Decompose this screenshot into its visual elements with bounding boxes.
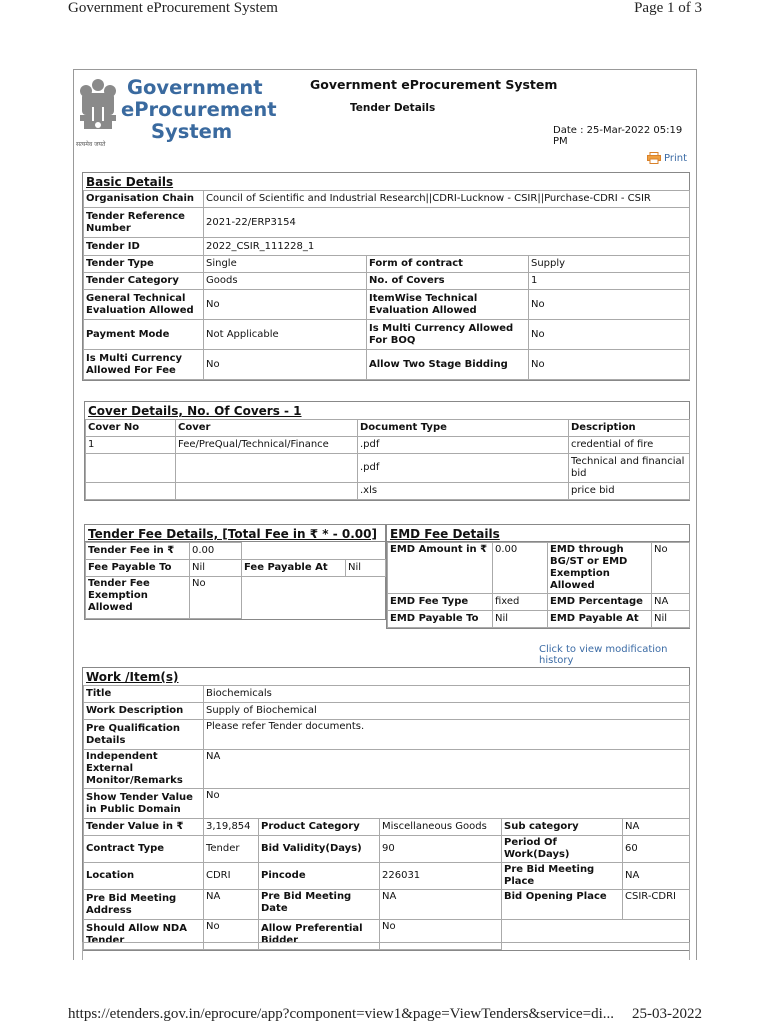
emd-bg-value: No: [652, 543, 690, 594]
cover-header: Description: [569, 420, 690, 437]
tender-value-value: 3,19,854: [204, 819, 259, 836]
emd-payable-to-label: EMD Payable To: [388, 611, 493, 628]
work-items-section: [82, 667, 690, 951]
cell: .pdf: [358, 437, 569, 454]
form-contract-value: Supply: [529, 256, 690, 273]
fee-payable-to-value: Nil: [190, 560, 242, 577]
modification-history-link[interactable]: Click to view modification history: [539, 644, 668, 666]
payment-mode-label: Payment Mode: [84, 320, 204, 350]
prebid-place-label: Pre Bid Meeting Place: [502, 863, 623, 890]
fee-payable-at-value: Nil: [346, 560, 386, 577]
cover-header: Cover: [176, 420, 358, 437]
work-desc-label: Work Description: [84, 703, 204, 720]
emd-fee-section: [386, 524, 690, 629]
emd-amount-value: 0.00: [493, 543, 548, 594]
multi-currency-boq-value: No: [529, 320, 690, 350]
emd-payable-at-value: Nil: [652, 611, 690, 628]
bid-opening-value: CSIR-CDRI: [623, 890, 690, 920]
cover-details-title: Cover Details, No. Of Covers - 1: [88, 404, 302, 418]
emd-percentage-label: EMD Percentage: [548, 594, 652, 611]
emd-percentage-value: NA: [652, 594, 690, 611]
period-work-label: Period Of Work(Days): [502, 836, 623, 863]
work-items-table: [83, 685, 690, 950]
fee-exempt-label: Tender Fee Exemption Allowed: [86, 577, 190, 619]
pincode-value: 226031: [380, 863, 502, 890]
tender-category-value: Goods: [204, 273, 367, 290]
org-value: Council of Scientific and Industrial Research||CDRI-Lucknow - CSIR||Purchase-CDRI - CSIR: [204, 191, 690, 208]
page-subtitle: Tender Details: [350, 102, 436, 114]
tender-type-label: Tender Type: [84, 256, 204, 273]
emd-amount-label: EMD Amount in ₹: [388, 543, 493, 594]
ite-label: ItemWise Technical Evaluation Allowed: [367, 290, 529, 320]
cell: .pdf: [358, 454, 569, 483]
covers-value: 1: [529, 273, 690, 290]
emd-type-label: EMD Fee Type: [388, 594, 493, 611]
two-stage-value: No: [529, 350, 690, 380]
two-stage-label: Allow Two Stage Bidding: [367, 350, 529, 380]
contract-type-value: Tender: [204, 836, 259, 863]
logo-line-1: Government: [127, 76, 263, 99]
emd-fee-table: [387, 542, 690, 628]
browser-header-title: Government eProcurement System: [68, 0, 278, 16]
logo-line-2: eProcurement: [121, 98, 277, 121]
browser-footer-date: 25-03-2022: [632, 1006, 702, 1022]
table-row: [86, 483, 690, 500]
prequal-label: Pre Qualification Details: [84, 720, 204, 750]
work-desc-value: Supply of Biochemical: [204, 703, 690, 720]
table-row: [86, 437, 690, 454]
printer-icon: [647, 152, 661, 164]
report-date: Date : 25-Mar-2022 05:19 PM: [553, 125, 683, 147]
emd-fee-title: EMD Fee Details: [387, 525, 689, 542]
tender-fee-title: Tender Fee Details, [Total Fee in ₹ * - 0.00]: [85, 525, 385, 542]
sub-category-label: Sub category: [502, 819, 623, 836]
location-label: Location: [84, 863, 204, 890]
product-category-label: Product Category: [259, 819, 380, 836]
tender-fee-section: [84, 524, 386, 620]
fee-exempt-value: No: [190, 577, 242, 619]
cell: price bid: [569, 483, 690, 500]
browser-header-page: Page 1 of 3: [634, 0, 702, 16]
tender-type-value: Single: [204, 256, 367, 273]
basic-details-table: [83, 190, 690, 380]
work-items-title: Work /Item(s): [86, 670, 179, 684]
fee-label: Tender Fee in ₹: [86, 543, 190, 560]
cell: [86, 454, 176, 483]
gte-value: No: [204, 290, 367, 320]
fee-payable-at-label: Fee Payable At: [242, 560, 346, 577]
multi-currency-boq-label: Is Multi Currency Allowed For BOQ: [367, 320, 529, 350]
cell: [176, 454, 358, 483]
cell: [176, 483, 358, 500]
preferential-label: Allow Preferential Bidder: [259, 920, 380, 950]
print-button[interactable]: [647, 152, 687, 164]
period-work-value: 60: [623, 836, 690, 863]
multi-currency-fee-value: No: [204, 350, 367, 380]
cell: Technical and financial bid: [569, 454, 690, 483]
work-title-label: Title: [84, 686, 204, 703]
prebid-place-value: NA: [623, 863, 690, 890]
emblem-caption: सत्यमेव जयते: [76, 141, 106, 148]
gepp-logo: [121, 77, 277, 143]
basic-details-section: [82, 172, 690, 381]
pincode-label: Pincode: [259, 863, 380, 890]
cell: [86, 483, 176, 500]
prebid-date-value: NA: [380, 890, 502, 920]
cell: .xls: [358, 483, 569, 500]
cell: credential of fire: [569, 437, 690, 454]
show-value-label: Show Tender Value in Public Domain: [84, 789, 204, 819]
tender-value-label: Tender Value in ₹: [84, 819, 204, 836]
sub-category-value: NA: [623, 819, 690, 836]
cover-header: Document Type: [358, 420, 569, 437]
emd-payable-to-value: Nil: [493, 611, 548, 628]
nda-value: No: [204, 920, 259, 950]
logo-line-3: System: [151, 120, 233, 143]
org-label: Organisation Chain: [84, 191, 204, 208]
fee-value: 0.00: [190, 543, 242, 560]
tender-id-value: 2022_CSIR_111228_1: [204, 238, 690, 256]
print-label: Print: [664, 152, 688, 164]
preferential-value: No: [380, 920, 502, 950]
prequal-value: Please refer Tender documents.: [204, 720, 690, 750]
cell: 1: [86, 437, 176, 454]
page-title: Government eProcurement System: [310, 77, 558, 92]
bid-validity-value: 90: [380, 836, 502, 863]
contract-type-label: Contract Type: [84, 836, 204, 863]
prebid-address-value: NA: [204, 890, 259, 920]
cover-details-table: [85, 419, 690, 500]
nda-label: Should Allow NDA Tender: [84, 920, 204, 950]
emd-type-value: fixed: [493, 594, 548, 611]
form-contract-label: Form of contract: [367, 256, 529, 273]
payment-mode-value: Not Applicable: [204, 320, 367, 350]
tender-fee-table: [85, 542, 386, 619]
tender-page: [73, 69, 697, 960]
table-row: [86, 454, 690, 483]
work-title-value: Biochemicals: [204, 686, 690, 703]
bid-validity-label: Bid Validity(Days): [259, 836, 380, 863]
prebid-address-label: Pre Bid Meeting Address: [84, 890, 204, 920]
cover-header: Cover No: [86, 420, 176, 437]
ref-label: Tender Reference Number: [84, 208, 204, 238]
basic-details-title: Basic Details: [86, 175, 174, 189]
show-value-value: No: [204, 789, 690, 819]
cover-details-section: [84, 401, 690, 501]
iem-label: Independent External Monitor/Remarks: [84, 750, 204, 789]
browser-footer-url: https://etenders.gov.in/eprocure/app?component=view1&page=ViewTenders&service=di...: [68, 1006, 615, 1022]
emd-bg-label: EMD through BG/ST or EMD Exemption Allowed: [548, 543, 652, 594]
ref-value: 2021-22/ERP3154: [204, 208, 690, 238]
prebid-date-label: Pre Bid Meeting Date: [259, 890, 380, 920]
iem-value: NA: [204, 750, 690, 789]
next-section-border: [82, 942, 690, 960]
gte-label: General Technical Evaluation Allowed: [84, 290, 204, 320]
multi-currency-fee-label: Is Multi Currency Allowed For Fee: [84, 350, 204, 380]
location-value: CDRI: [204, 863, 259, 890]
cell: Fee/PreQual/Technical/Finance: [176, 437, 358, 454]
ite-value: No: [529, 290, 690, 320]
product-category-value: Miscellaneous Goods: [380, 819, 502, 836]
bid-opening-label: Bid Opening Place: [502, 890, 623, 920]
fee-payable-to-label: Fee Payable To: [86, 560, 190, 577]
tender-id-label: Tender ID: [84, 238, 204, 256]
emd-payable-at-label: EMD Payable At: [548, 611, 652, 628]
covers-label: No. of Covers: [367, 273, 529, 290]
tender-category-label: Tender Category: [84, 273, 204, 290]
